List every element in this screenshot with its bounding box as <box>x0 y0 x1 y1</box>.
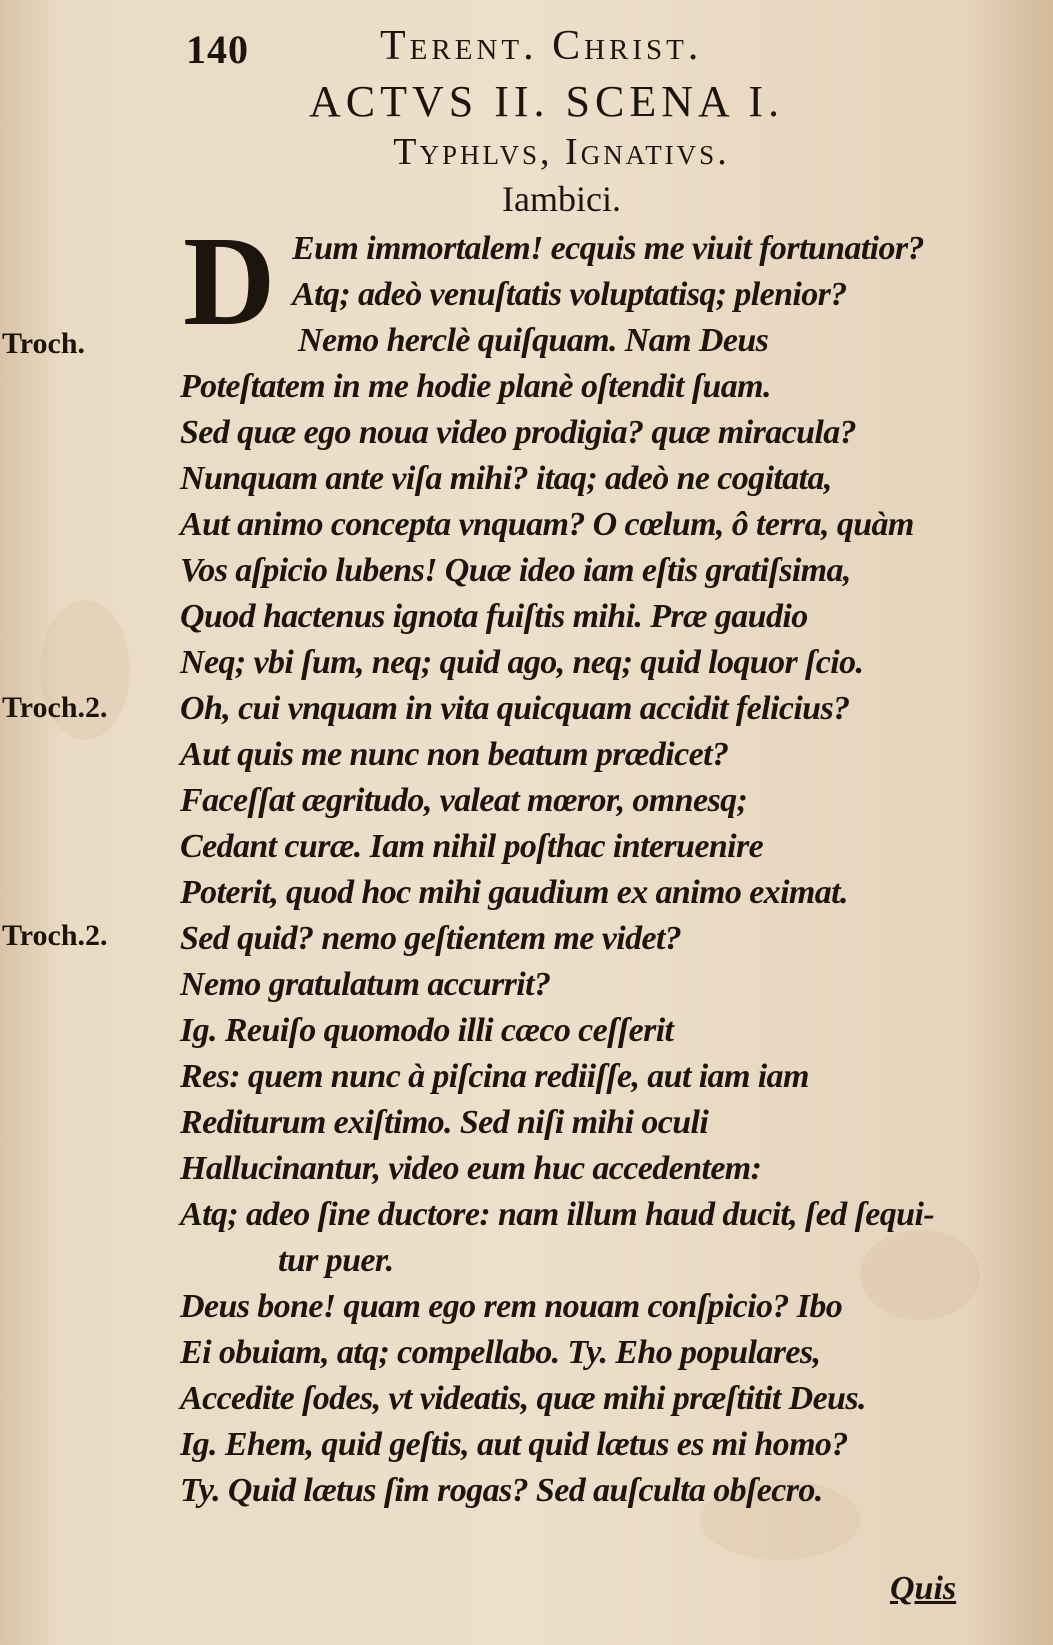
verse-line: Poterit, quod hoc mihi gaudium ex animo eximat. <box>180 874 848 911</box>
running-title: Terent. Christ. <box>380 23 703 69</box>
catchword: Quis <box>890 1570 957 1607</box>
verse-line: Ty. Quid lætus ſim rogas? Sed auſculta obſecro. <box>180 1472 823 1509</box>
verse-line: Vos aſpicio lubens! Quæ ideo iam eſtis gratiſsima, <box>180 552 851 589</box>
page-number: 140 <box>186 27 249 72</box>
drop-cap: D <box>183 210 276 352</box>
meter-heading: Iambici. <box>502 179 621 219</box>
verse-line: Faceſſat ægritudo, valeat mœror, omnesq; <box>180 782 748 819</box>
verse-line: Cedant curæ. Iam nihil poſthac interuenire <box>180 828 764 865</box>
verse-line: Nemo gratulatum accurrit? <box>180 966 551 1003</box>
verse-line: tur puer. <box>278 1242 394 1279</box>
running-head <box>180 20 820 76</box>
verse-line: Ig. Reuiſo quomodo illi cæco ceſſerit <box>180 1012 674 1049</box>
verse-line: Eum immortalem! ecquis me viuit fortunatior? <box>292 230 924 267</box>
verse-line: Oh, cui vnquam in vita quicquam accidit felicius? <box>180 690 850 727</box>
verse-line: Poteſtatem in me hodie planè oſtendit ſuam. <box>180 368 771 405</box>
verse-line: Hallucinantur, video eum huc accedentem: <box>180 1150 762 1187</box>
verse-line: Ig. Ehem, quid geſtis, aut quid lætus es mi homo? <box>180 1426 848 1463</box>
paper-stain <box>860 1230 980 1320</box>
verse-line: Atq; adeo ſine ductore: nam illum haud ducit, ſed ſequi- <box>180 1196 935 1233</box>
verse-line: Nunquam ante viſa mihi? itaq; adeò ne cogitata, <box>180 460 832 497</box>
verse-line: Quod hactenus ignota fuiſtis mihi. Præ gaudio <box>180 598 808 635</box>
verse-line: Nemo herclè quiſquam. Nam Deus <box>298 322 769 359</box>
verse-line: Sed quid? nemo geſtientem me videt? <box>180 920 682 957</box>
speaker-names: Typhlvs, Ignativs. <box>393 131 730 173</box>
verse-line: Accedite ſodes, vt videatis, quæ mihi præſtitit Deus. <box>180 1380 866 1417</box>
verse-line: Aut quis me nunc non beatum prædicet? <box>180 736 729 773</box>
verse-line: Atq; adeò venuſtatis voluptatisq; plenior? <box>292 276 847 313</box>
verse-line: Neq; vbi ſum, neq; quid ago, neq; quid loquor ſcio. <box>180 644 864 681</box>
verse-line: Res: quem nunc à piſcina rediiſſe, aut iam iam <box>180 1058 809 1095</box>
verse-line: Sed quæ ego noua video prodigia? quæ miracula? <box>180 414 857 451</box>
act-scene-title: ACTVS II. SCENA I. <box>308 77 785 126</box>
verse-line: Ei obuiam, atq; compellabo. Ty. Eho populares, <box>180 1334 821 1371</box>
verse-line: Deus bone! quam ego rem nouam conſpicio? Ibo <box>180 1288 843 1325</box>
verse-line: Rediturum exiſtimo. Sed niſi mihi oculi <box>180 1104 709 1141</box>
margin-note: Troch.2. <box>2 919 108 952</box>
margin-note: Troch.2. <box>2 691 108 724</box>
margin-note: Troch. <box>2 327 86 360</box>
verse-line: Aut animo concepta vnquam? O cœlum, ô terra, quàm <box>180 506 914 543</box>
